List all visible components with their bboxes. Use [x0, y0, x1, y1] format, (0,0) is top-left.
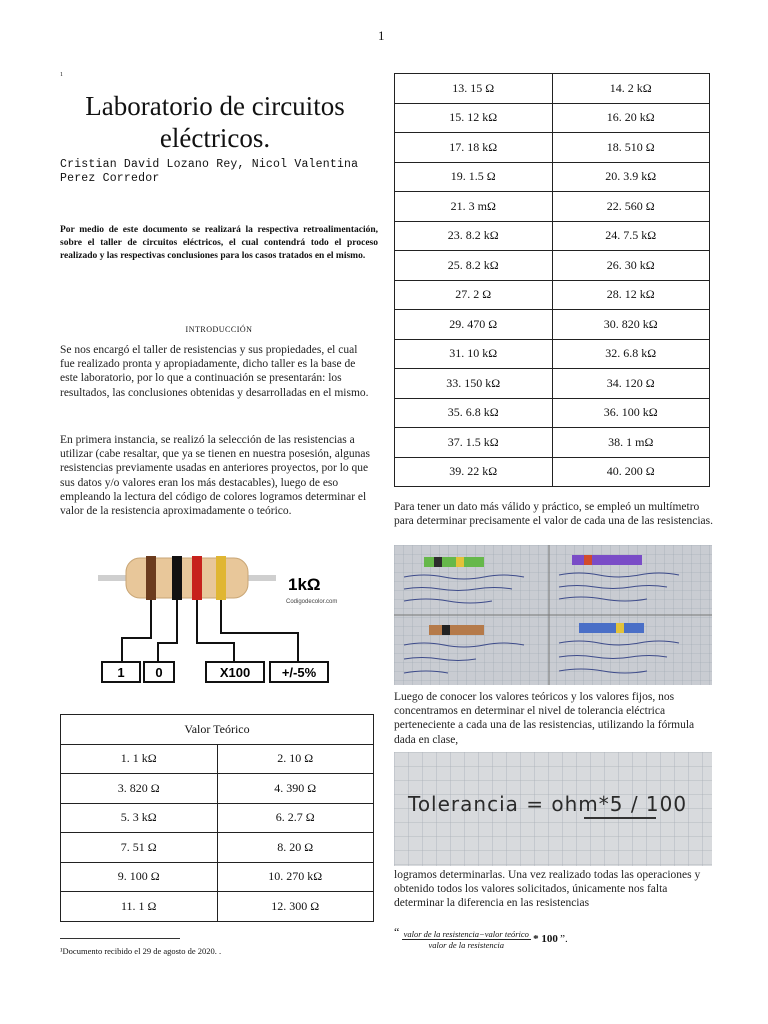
- band-red: [192, 556, 202, 600]
- table-cell: 18. 510 Ω: [552, 133, 710, 163]
- section-heading-introduction: INTRODUCCIÓN: [185, 325, 253, 334]
- handwritten-formula-photo: [394, 752, 712, 866]
- handwritten-formula-text: Tolerancia = ohm*5 / 100: [408, 792, 688, 816]
- table-cell: 34. 120 Ω: [552, 369, 710, 399]
- table-cell: 26. 30 kΩ: [552, 251, 710, 281]
- table-row: [395, 251, 710, 281]
- table-cell: 17. 18 kΩ: [395, 133, 553, 163]
- formula-denominator: valor de la resistencia: [428, 940, 504, 951]
- table-cell: 40. 200 Ω: [552, 457, 710, 487]
- table-cell: 8. 20 Ω: [217, 833, 374, 863]
- table-cell: 13. 15 Ω: [395, 74, 553, 104]
- table-cell: 1. 1 kΩ: [61, 744, 218, 774]
- table-cell: 39. 22 kΩ: [395, 457, 553, 487]
- formula-open-quote: “: [394, 925, 400, 939]
- table-cell: 6. 2.7 Ω: [217, 803, 374, 833]
- code-box-tolerance: +/-5%: [281, 665, 317, 680]
- table-row: [61, 774, 374, 804]
- table-cell: 11. 1 Ω: [61, 892, 218, 922]
- table-cell: 2. 10 Ω: [217, 744, 374, 774]
- page-number: 1: [378, 28, 385, 43]
- footnote-marker: 1: [60, 72, 63, 78]
- code-box-digit1: 1: [117, 665, 125, 680]
- table-cell: 20. 3.9 kΩ: [552, 162, 710, 192]
- table-row: [61, 862, 374, 892]
- table-cell: 38. 1 mΩ: [552, 428, 710, 458]
- multimeter-paragraph: Para tener un dato más válido y práctico, se empleó un multímetro para determinar precisamente el valor de cada una de las resistencias.: [394, 501, 713, 528]
- intro-paragraph-1: Se nos encargó el taller de resistencias y sus propiedades, el cual fue realizado pronta y apropiadamente, dicho taller es la base de este laboratorio, por lo que a continuación se presentarán: los resultados, las conclusiones obtenidas y desarrolladas en el mismo.: [60, 344, 369, 399]
- paper-title: Laboratorio de circuitos eléctricos.: [85, 91, 345, 153]
- table-cell: 31. 10 kΩ: [395, 339, 553, 369]
- table-cell: 21. 3 mΩ: [395, 192, 553, 222]
- table-cell: 12. 300 Ω: [217, 892, 374, 922]
- formula-numerator: valor de la resistencia−valor teórico: [403, 929, 529, 940]
- table-cell: 27. 2 Ω: [395, 280, 553, 310]
- final-paragraph: logramos determinarlas. Una vez realizado todas las operaciones y obtenido todos los valores solicitados, únicamente nos falta determinar la diferencia en las resistencias: [394, 869, 701, 910]
- band-black: [172, 556, 182, 600]
- table-cell: 25. 8.2 kΩ: [395, 251, 553, 281]
- table-row: [395, 428, 710, 458]
- table-cell: 3. 820 Ω: [61, 774, 218, 804]
- band-brown: [146, 556, 156, 600]
- table-row: [395, 398, 710, 428]
- table-cell: 4. 390 Ω: [217, 774, 374, 804]
- table-cell: 33. 150 kΩ: [395, 369, 553, 399]
- table-row: [61, 833, 374, 863]
- table-row: [395, 192, 710, 222]
- table-cell: 15. 12 kΩ: [395, 103, 553, 133]
- table-cell: 16. 20 kΩ: [552, 103, 710, 133]
- table-header: Valor Teórico: [61, 715, 374, 745]
- table-row: [395, 310, 710, 340]
- table-cell: 9. 100 Ω: [61, 862, 218, 892]
- table-row: [61, 803, 374, 833]
- table-cell: 10. 270 kΩ: [217, 862, 374, 892]
- table-row: [395, 74, 710, 104]
- table-cell: 30. 820 kΩ: [552, 310, 710, 340]
- table-header-row: [61, 715, 374, 745]
- footnote: ¹Documento recibido el 29 de agosto de 2020. .: [60, 946, 222, 956]
- tolerance-paragraph: Luego de conocer los valores teóricos y los valores fijos, nos concentramos en determinar el nivel de tolerancia eléctrica perteneciente a cada una de las resistencias, utilizando la fórmula dada en clase,: [394, 691, 695, 746]
- table-cell: 36. 100 kΩ: [552, 398, 710, 428]
- difference-formula: [394, 925, 714, 950]
- table-row: [395, 133, 710, 163]
- formula-close-quote: ”.: [560, 933, 568, 945]
- table-row: [395, 221, 710, 251]
- table-cell: 28. 12 kΩ: [552, 280, 710, 310]
- code-box-digit2: 0: [155, 665, 163, 680]
- table-row: [395, 369, 710, 399]
- formula-multiplier: * 100: [533, 933, 558, 945]
- table-cell: 19. 1.5 Ω: [395, 162, 553, 192]
- table-row: [395, 457, 710, 487]
- table-row: [395, 103, 710, 133]
- intro-paragraph-2: En primera instancia, se realizó la selección de las resistencias a utilizar (cabe resaltar, que ya se tienen en nuestra posesión, algunas resistencias previamente usadas en anteriores proyectos, por lo que sus datos y/o valores eran los más destacables), luego de eso empleando la lectura del código de colores logramos determinar el valor de la resistencia aproximadamente o teórico.: [60, 434, 370, 518]
- table-row: [395, 162, 710, 192]
- table-cell: 14. 2 kΩ: [552, 74, 710, 104]
- table-row: [61, 892, 374, 922]
- table-cell: 32. 6.8 kΩ: [552, 339, 710, 369]
- code-box-multiplier: X100: [219, 665, 251, 680]
- table-row: [395, 280, 710, 310]
- table-cell: 5. 3 kΩ: [61, 803, 218, 833]
- theoretical-values-table-continued: [394, 73, 710, 487]
- table-cell: 37. 1.5 kΩ: [395, 428, 553, 458]
- table-row: [395, 339, 710, 369]
- table-cell: 23. 8.2 kΩ: [395, 221, 553, 251]
- table-cell: 7. 51 Ω: [61, 833, 218, 863]
- band-gold: [216, 556, 226, 600]
- footnote-rule: [60, 938, 180, 939]
- resistor-value-label: 1kΩ: [288, 575, 321, 594]
- table-cell: 35. 6.8 kΩ: [395, 398, 553, 428]
- table-row: [61, 744, 374, 774]
- authors: Cristian David Lozano Rey, Nicol Valentina Perez Corredor: [60, 158, 359, 185]
- theoretical-values-table: [60, 714, 374, 922]
- table-cell: 24. 7.5 kΩ: [552, 221, 710, 251]
- table-cell: 29. 470 Ω: [395, 310, 553, 340]
- resistor-color-code-figure: [98, 548, 358, 688]
- figure-source: Codigodecolor.com: [286, 599, 338, 605]
- abstract: Por medio de este documento se realizará la respectiva retroalimentación, sobre el taller de circuitos eléctricos, el cual contendrá todo el proceso realizado y las respectivas conclusiones para los casos tratados en el mismo.: [60, 225, 378, 261]
- handwritten-calculations-photo: [394, 545, 712, 685]
- table-cell: 22. 560 Ω: [552, 192, 710, 222]
